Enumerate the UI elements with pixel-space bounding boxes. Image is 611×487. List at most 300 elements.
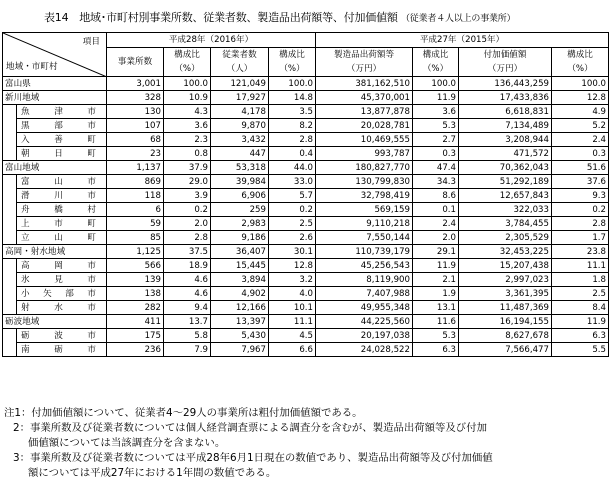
municipality-row <box>3 119 609 133</box>
table-body <box>3 77 609 357</box>
indent-cell <box>3 133 17 147</box>
value-cell: 2.7 <box>413 133 459 147</box>
municipality-row <box>3 259 609 273</box>
title-main: 表14 地域･市町村別事業所数、従業者数、製造品出荷額等、付加価値額 <box>44 11 398 24</box>
municipality-name-char: 市 <box>54 218 63 229</box>
value-cell: 4.6 <box>164 287 211 301</box>
municipality-name-char: 高 <box>21 260 30 271</box>
municipality-name-char: 岡 <box>54 260 63 271</box>
value-cell: 34.3 <box>413 175 459 189</box>
municipality-name-char: 市 <box>87 260 96 271</box>
value-cell: 9,870 <box>211 119 269 133</box>
value-cell: 59 <box>107 217 164 231</box>
municipality-row <box>3 273 609 287</box>
value-cell: 322,033 <box>459 203 552 217</box>
region-name: 新川地域 <box>3 91 107 105</box>
indent-cell <box>3 259 17 273</box>
municipality-row <box>3 217 609 231</box>
indent-cell <box>3 105 17 119</box>
indent-cell <box>3 147 17 161</box>
column-header-label: 付加価値額 <box>483 50 527 60</box>
municipality-name-char: 市 <box>87 274 96 285</box>
value-cell: 5.8 <box>164 329 211 343</box>
value-cell: 45,256,543 <box>316 259 413 273</box>
value-cell: 47.4 <box>413 161 459 175</box>
column-header-label: 事業所数 <box>117 57 153 67</box>
municipality-name-char: 矢 <box>43 288 52 299</box>
value-cell: 328 <box>107 91 164 105</box>
value-cell: 1.7 <box>552 231 609 245</box>
value-cell: 118 <box>107 189 164 203</box>
municipality-name <box>17 273 107 287</box>
value-cell: 2.8 <box>164 231 211 245</box>
municipality-name <box>17 217 107 231</box>
municipality-name <box>17 329 107 343</box>
municipality-name-char: 滑 <box>21 190 30 201</box>
value-cell: 569,159 <box>316 203 413 217</box>
value-cell: 32,453,225 <box>459 245 552 259</box>
municipality-name <box>17 259 107 273</box>
value-cell: 4.0 <box>269 287 316 301</box>
value-cell: 7.9 <box>164 343 211 357</box>
municipality-name-char: 町 <box>87 232 96 243</box>
value-cell: 2.8 <box>269 133 316 147</box>
column-header-unit: （%） <box>174 64 200 74</box>
indent-cell <box>3 231 17 245</box>
column-header-unit: （%） <box>422 64 449 74</box>
value-cell: 18.9 <box>164 259 211 273</box>
column-header <box>211 48 269 77</box>
value-cell: 70,362,043 <box>459 161 552 175</box>
value-cell: 32,798,419 <box>316 189 413 203</box>
municipality-row <box>3 175 609 189</box>
value-cell: 44,225,560 <box>316 315 413 329</box>
value-cell: 11,487,369 <box>459 301 552 315</box>
column-header-label: 従業者数 <box>222 50 257 60</box>
region-row <box>3 245 609 259</box>
footnote-3-cont: 額については平成27年における1年間の数値である。 <box>28 467 277 479</box>
value-cell: 33.0 <box>269 175 316 189</box>
column-header <box>107 48 164 77</box>
municipality-row <box>3 329 609 343</box>
indent-cell <box>3 343 17 357</box>
region-name: 富山地域 <box>3 161 107 175</box>
region-row <box>3 315 609 329</box>
value-cell: 566 <box>107 259 164 273</box>
municipality-name <box>17 301 107 315</box>
value-cell: 85 <box>107 231 164 245</box>
column-header-label: 製造品出荷額等 <box>333 50 395 60</box>
municipality-row <box>3 231 609 245</box>
indent-cell <box>3 189 17 203</box>
value-cell: 7,967 <box>211 343 269 357</box>
municipality-name-char: 砺 <box>21 330 30 341</box>
value-cell: 6.6 <box>269 343 316 357</box>
value-cell: 130 <box>107 105 164 119</box>
municipality-name-char: 町 <box>87 148 96 159</box>
value-cell: 23 <box>107 147 164 161</box>
value-cell: 175 <box>107 329 164 343</box>
value-cell: 2.8 <box>552 217 609 231</box>
municipality-name-char: 村 <box>87 204 96 215</box>
value-cell: 11.9 <box>552 315 609 329</box>
value-cell: 9.3 <box>552 189 609 203</box>
value-cell: 2.5 <box>552 287 609 301</box>
municipality-name-char: 見 <box>54 274 63 285</box>
value-cell: 1.8 <box>552 273 609 287</box>
column-header-label: 構成比 <box>422 50 449 60</box>
municipality-name-char: 上 <box>21 218 30 229</box>
total-row <box>3 77 609 91</box>
column-header <box>413 48 459 77</box>
value-cell: 8,627,678 <box>459 329 552 343</box>
municipality-name-char: 市 <box>87 190 96 201</box>
column-header-unit: （%） <box>567 64 593 74</box>
municipality-name <box>17 175 107 189</box>
prefecture-name: 富山県 <box>3 77 107 91</box>
value-cell: 20,197,038 <box>316 329 413 343</box>
municipality-name-char: 砺 <box>54 344 63 355</box>
value-cell: 2.4 <box>552 133 609 147</box>
municipality-name <box>17 287 107 301</box>
value-cell: 11.9 <box>413 259 459 273</box>
footnote-2-cont: 価値額については当該調査分を含まない。 <box>28 437 226 449</box>
value-cell: 45,370,001 <box>316 91 413 105</box>
value-cell: 2.0 <box>413 231 459 245</box>
value-cell: 100.0 <box>164 77 211 91</box>
value-cell: 3,361,395 <box>459 287 552 301</box>
municipality-name-char: 小 <box>21 288 30 299</box>
value-cell: 0.3 <box>552 147 609 161</box>
value-cell: 30.1 <box>269 245 316 259</box>
region-name: 高岡・射水地域 <box>3 245 107 259</box>
value-cell: 0.3 <box>413 147 459 161</box>
value-cell: 17,433,836 <box>459 91 552 105</box>
municipality-name <box>17 343 107 357</box>
value-cell: 16,194,155 <box>459 315 552 329</box>
municipality-name <box>17 189 107 203</box>
value-cell: 259 <box>211 203 269 217</box>
value-cell: 4.3 <box>164 105 211 119</box>
indent-cell <box>3 287 17 301</box>
municipality-name <box>17 231 107 245</box>
value-cell: 139 <box>107 273 164 287</box>
municipality-row <box>3 105 609 119</box>
municipality-name-char: 山 <box>54 232 63 243</box>
value-cell: 15,445 <box>211 259 269 273</box>
value-cell: 13,877,878 <box>316 105 413 119</box>
value-cell: 471,572 <box>459 147 552 161</box>
municipality-name-char: 波 <box>54 330 63 341</box>
municipality-row <box>3 147 609 161</box>
municipality-name <box>17 105 107 119</box>
value-cell: 10,469,555 <box>316 133 413 147</box>
value-cell: 5.3 <box>413 329 459 343</box>
municipality-name <box>17 119 107 133</box>
footnotes <box>4 406 608 481</box>
value-cell: 37.9 <box>164 161 211 175</box>
value-cell: 8,119,900 <box>316 273 413 287</box>
value-cell: 12.8 <box>269 259 316 273</box>
municipality-name-char: 津 <box>54 106 63 117</box>
value-cell: 411 <box>107 315 164 329</box>
value-cell: 4.5 <box>269 329 316 343</box>
value-cell: 3.2 <box>269 273 316 287</box>
value-cell: 24,028,522 <box>316 343 413 357</box>
value-cell: 2.5 <box>269 217 316 231</box>
value-cell: 9.4 <box>164 301 211 315</box>
value-cell: 7,566,477 <box>459 343 552 357</box>
column-header-unit: （万円） <box>346 64 382 74</box>
value-cell: 8.2 <box>269 119 316 133</box>
value-cell: 3,432 <box>211 133 269 147</box>
header-period-2016: 平成28年（2016年） <box>107 33 316 48</box>
municipality-name-char: 舟 <box>21 204 30 215</box>
value-cell: 0.2 <box>552 203 609 217</box>
value-cell: 100.0 <box>413 77 459 91</box>
value-cell: 3.9 <box>164 189 211 203</box>
value-cell: 121,049 <box>211 77 269 91</box>
value-cell: 23.8 <box>552 245 609 259</box>
value-cell: 3.5 <box>269 105 316 119</box>
municipality-row <box>3 203 609 217</box>
municipality-name-char: 部 <box>65 288 74 299</box>
value-cell: 4,902 <box>211 287 269 301</box>
municipality-name-char: 山 <box>54 176 63 187</box>
value-cell: 869 <box>107 175 164 189</box>
value-cell: 7,407,988 <box>316 287 413 301</box>
column-header-unit: （万円） <box>487 64 523 74</box>
table-title <box>44 9 515 25</box>
column-header <box>164 48 211 77</box>
value-cell: 13,397 <box>211 315 269 329</box>
value-cell: 37.5 <box>164 245 211 259</box>
municipality-name-char: 市 <box>87 120 96 131</box>
value-cell: 0.4 <box>269 147 316 161</box>
value-cell: 8.4 <box>552 301 609 315</box>
column-header-label: 構成比 <box>174 50 200 60</box>
indent-cell <box>3 203 17 217</box>
municipality-name-char: 朝 <box>21 148 30 159</box>
value-cell: 37.6 <box>552 175 609 189</box>
value-cell: 2.6 <box>269 231 316 245</box>
value-cell: 0.2 <box>164 203 211 217</box>
value-cell: 1.9 <box>413 287 459 301</box>
value-cell: 10.9 <box>164 91 211 105</box>
value-cell: 13.1 <box>413 301 459 315</box>
indent-cell <box>3 301 17 315</box>
column-header <box>459 48 552 77</box>
value-cell: 51.6 <box>552 161 609 175</box>
value-cell: 12,166 <box>211 301 269 315</box>
column-header-label: 構成比 <box>279 50 305 60</box>
value-cell: 6,618,831 <box>459 105 552 119</box>
value-cell: 5.5 <box>552 343 609 357</box>
value-cell: 993,787 <box>316 147 413 161</box>
municipality-name-char: 富 <box>21 176 30 187</box>
value-cell: 15,207,438 <box>459 259 552 273</box>
value-cell: 5.2 <box>552 119 609 133</box>
value-cell: 11.9 <box>413 91 459 105</box>
municipality-name-char: 南 <box>21 344 30 355</box>
indent-cell <box>3 119 17 133</box>
value-cell: 236 <box>107 343 164 357</box>
value-cell: 3,784,455 <box>459 217 552 231</box>
header-period-2015: 平成27年（2015年） <box>316 33 609 48</box>
value-cell: 9,110,218 <box>316 217 413 231</box>
indent-cell <box>3 329 17 343</box>
value-cell: 39,984 <box>211 175 269 189</box>
value-cell: 8.6 <box>413 189 459 203</box>
value-cell: 11.1 <box>552 259 609 273</box>
corner-label-item: 項目 <box>82 37 100 47</box>
footnote-2: 2：事業所数及び従業者数については個人経営調査票による調査分を含むが、製造品出荷額等及び付加 <box>13 422 487 434</box>
value-cell: 2,997,023 <box>459 273 552 287</box>
value-cell: 7,550,144 <box>316 231 413 245</box>
column-header <box>269 48 316 77</box>
value-cell: 29.0 <box>164 175 211 189</box>
municipality-name-char: 市 <box>87 176 96 187</box>
value-cell: 0.2 <box>269 203 316 217</box>
value-cell: 1,137 <box>107 161 164 175</box>
value-cell: 17,927 <box>211 91 269 105</box>
value-cell: 11.1 <box>269 315 316 329</box>
value-cell: 4,178 <box>211 105 269 119</box>
value-cell: 53,318 <box>211 161 269 175</box>
indent-cell <box>3 273 17 287</box>
value-cell: 5,430 <box>211 329 269 343</box>
value-cell: 0.8 <box>164 147 211 161</box>
value-cell: 6 <box>107 203 164 217</box>
column-header-unit: （人） <box>226 64 253 74</box>
value-cell: 2.3 <box>164 133 211 147</box>
value-cell: 10.1 <box>269 301 316 315</box>
footnote-1: 注1：付加価値額について、従業者4～29人の事業所は粗付加価値額である。 <box>4 407 363 419</box>
value-cell: 3.6 <box>413 105 459 119</box>
municipality-name-char: 町 <box>87 134 96 145</box>
value-cell: 2,983 <box>211 217 269 231</box>
value-cell: 6.3 <box>552 329 609 343</box>
value-cell: 6.3 <box>413 343 459 357</box>
title-subtitle: （従業者４人以上の事業所） <box>401 14 516 24</box>
municipality-name-char: 魚 <box>21 106 30 117</box>
municipality-name-char: 立 <box>21 232 30 243</box>
municipality-name-char: 入 <box>21 134 30 145</box>
municipality-row <box>3 287 609 301</box>
value-cell: 68 <box>107 133 164 147</box>
column-header <box>316 48 413 77</box>
municipality-name-char: 川 <box>54 190 63 201</box>
municipality-row <box>3 189 609 203</box>
region-name: 砺波地域 <box>3 315 107 329</box>
value-cell: 138 <box>107 287 164 301</box>
value-cell: 4.9 <box>552 105 609 119</box>
region-row <box>3 91 609 105</box>
municipality-name-char: 市 <box>87 288 96 299</box>
value-cell: 11.6 <box>413 315 459 329</box>
column-header-unit: （%） <box>279 64 305 74</box>
municipality-name <box>17 203 107 217</box>
value-cell: 3,001 <box>107 77 164 91</box>
value-cell: 5.3 <box>413 119 459 133</box>
corner-label-region: 地域・市町村 <box>6 62 58 72</box>
value-cell: 12.8 <box>552 91 609 105</box>
value-cell: 20,028,781 <box>316 119 413 133</box>
municipality-name-char: 町 <box>87 218 96 229</box>
value-cell: 5.7 <box>269 189 316 203</box>
municipality-name <box>17 147 107 161</box>
value-cell: 100.0 <box>552 77 609 91</box>
value-cell: 3,208,944 <box>459 133 552 147</box>
value-cell: 12,657,843 <box>459 189 552 203</box>
column-header <box>552 48 609 77</box>
value-cell: 2.1 <box>413 273 459 287</box>
municipality-name-char: 市 <box>87 106 96 117</box>
value-cell: 49,955,348 <box>316 301 413 315</box>
column-header-label: 構成比 <box>567 50 593 60</box>
municipality-name <box>17 133 107 147</box>
municipality-row <box>3 133 609 147</box>
header-corner-cell <box>3 33 107 77</box>
municipality-name-char: 氷 <box>21 274 30 285</box>
value-cell: 107 <box>107 119 164 133</box>
municipality-name-char: 橋 <box>54 204 63 215</box>
value-cell: 13.7 <box>164 315 211 329</box>
municipality-name-char: 市 <box>87 302 96 313</box>
value-cell: 282 <box>107 301 164 315</box>
value-cell: 136,443,259 <box>459 77 552 91</box>
value-cell: 1,125 <box>107 245 164 259</box>
value-cell: 6,906 <box>211 189 269 203</box>
municipality-name-char: 市 <box>87 330 96 341</box>
value-cell: 3,894 <box>211 273 269 287</box>
value-cell: 0.1 <box>413 203 459 217</box>
municipality-name-char: 黒 <box>21 120 30 131</box>
municipality-name-char: 日 <box>54 148 63 159</box>
municipality-row <box>3 343 609 357</box>
statistics-table <box>2 32 609 357</box>
value-cell: 36,407 <box>211 245 269 259</box>
indent-cell <box>3 217 17 231</box>
value-cell: 44.0 <box>269 161 316 175</box>
table-header <box>3 33 609 77</box>
value-cell: 3.6 <box>164 119 211 133</box>
value-cell: 110,739,179 <box>316 245 413 259</box>
region-row <box>3 161 609 175</box>
value-cell: 9,186 <box>211 231 269 245</box>
value-cell: 29.1 <box>413 245 459 259</box>
value-cell: 7,134,489 <box>459 119 552 133</box>
footnote-3: 3：事業所数及び従業者数については平成28年6月1日現在の数値であり、製造品出荷額等及び付加価値 <box>13 452 493 464</box>
value-cell: 4.6 <box>164 273 211 287</box>
municipality-name-char: 善 <box>54 134 63 145</box>
municipality-name-char: 部 <box>54 120 63 131</box>
municipality-row <box>3 301 609 315</box>
value-cell: 14.8 <box>269 91 316 105</box>
value-cell: 2.4 <box>413 217 459 231</box>
value-cell: 130,799,830 <box>316 175 413 189</box>
value-cell: 51,292,189 <box>459 175 552 189</box>
municipality-name-char: 射 <box>21 302 30 313</box>
municipality-name-char: 市 <box>87 344 96 355</box>
municipality-name-char: 水 <box>54 302 63 313</box>
value-cell: 100.0 <box>269 77 316 91</box>
value-cell: 180,827,770 <box>316 161 413 175</box>
indent-cell <box>3 175 17 189</box>
value-cell: 2,305,529 <box>459 231 552 245</box>
value-cell: 381,162,510 <box>316 77 413 91</box>
value-cell: 2.0 <box>164 217 211 231</box>
